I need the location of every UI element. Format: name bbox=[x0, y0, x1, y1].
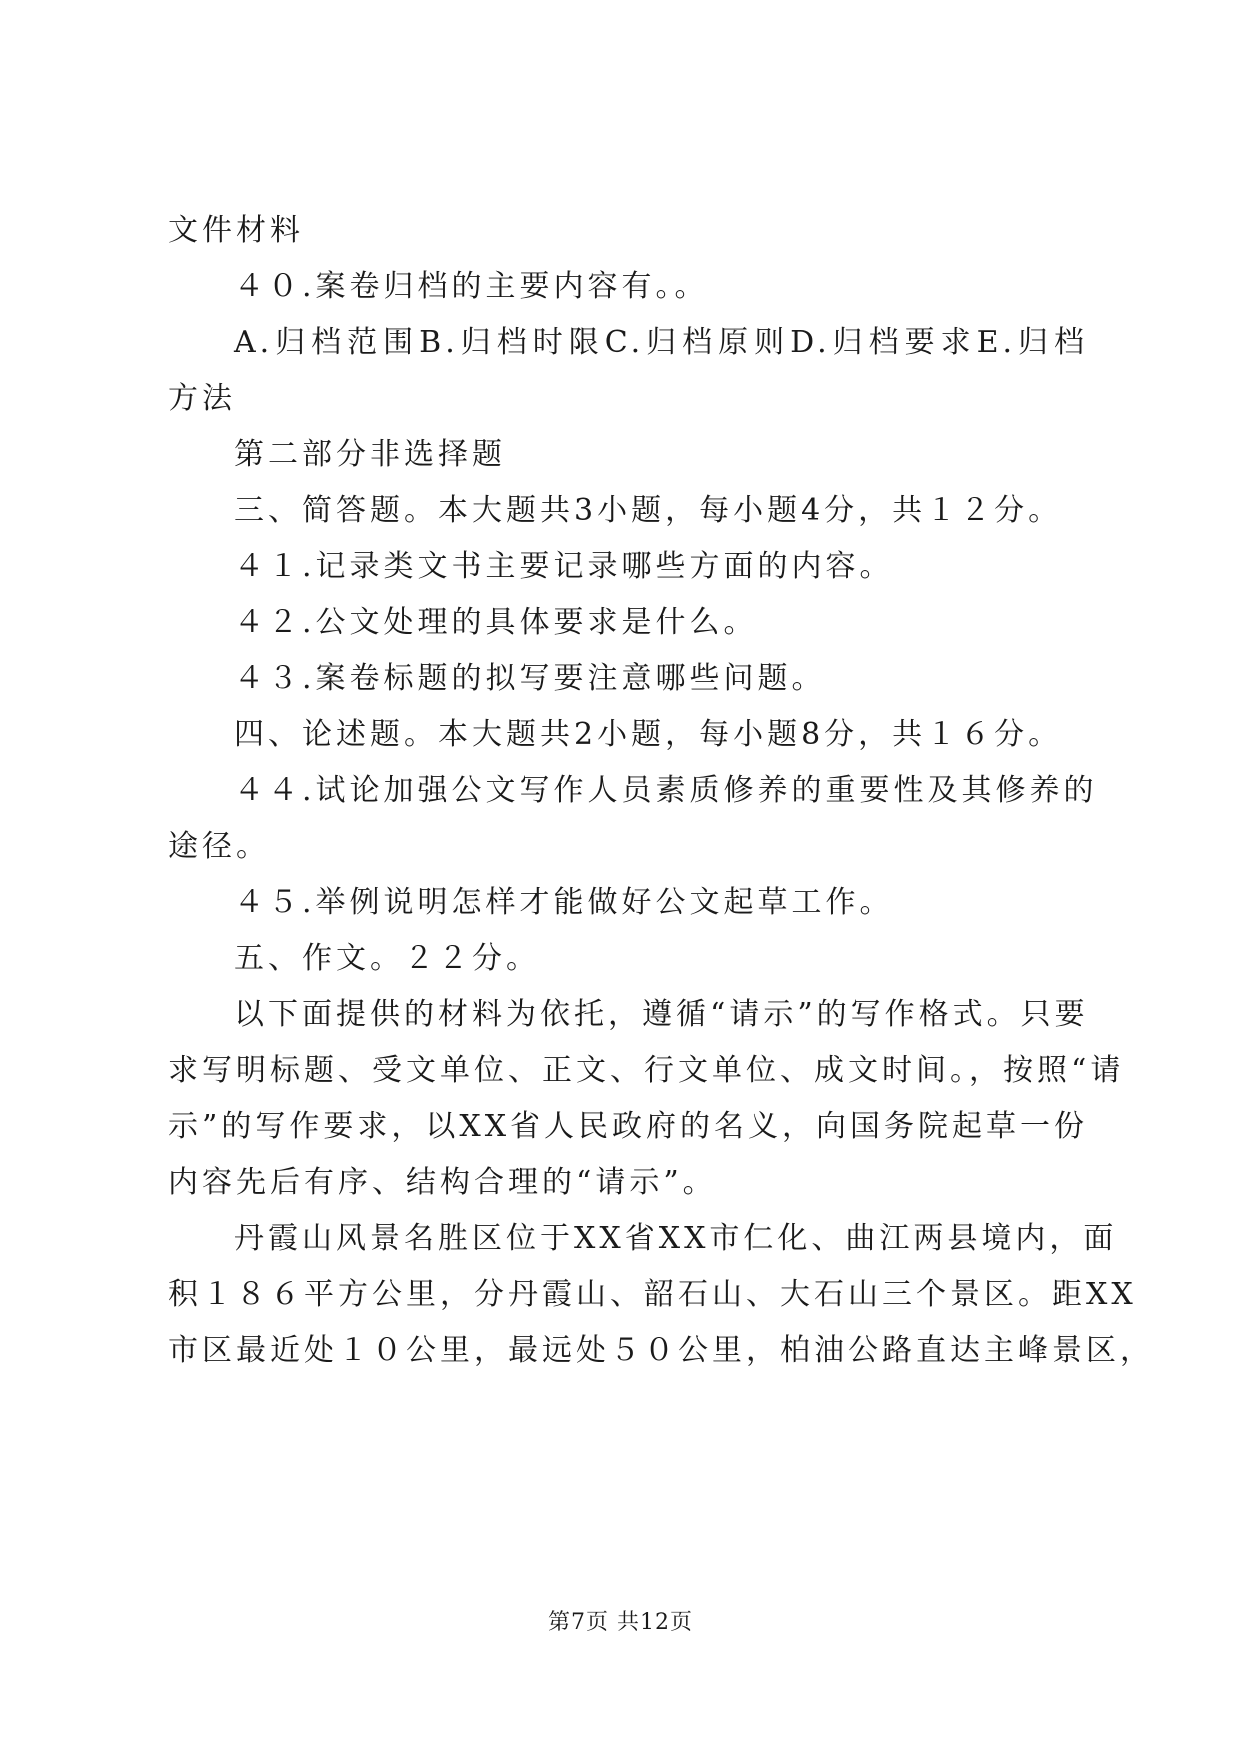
section-heading-short-answer: 三、简答题。本大题共3小题，每小题4分，共１２分。 bbox=[234, 493, 1063, 528]
paragraph-line: 内容先后有序、结构合理的“请示”。 bbox=[168, 1165, 717, 1200]
question-41: ４１.记录类文书主要记录哪些方面的内容。 bbox=[234, 549, 894, 584]
text-line: 方法 bbox=[168, 381, 236, 416]
paragraph-line: 示”的写作要求，以XX省人民政府的名义，向国务院起草一份 bbox=[168, 1109, 1089, 1144]
question-45: ４５.举例说明怎样才能做好公文起草工作。 bbox=[234, 885, 894, 920]
paragraph-line: 丹霞山风景名胜区位于XX省XX市仁化、曲江两县境内，面 bbox=[234, 1221, 1118, 1256]
section-heading-composition: 五、作文。２２分。 bbox=[234, 941, 540, 976]
paragraph-line: 积１８６平方公里，分丹霞山、韶石山、大石山三个景区。距XX bbox=[168, 1277, 1137, 1312]
question-43: ４３.案卷标题的拟写要注意哪些问题。 bbox=[234, 661, 826, 696]
page-number: 第7页 共12页 bbox=[548, 1610, 693, 1635]
section-heading: 第二部分非选择题 bbox=[234, 437, 506, 472]
paragraph-line: 市区最近处１０公里，最远处５０公里，柏油公路直达主峰景区， bbox=[168, 1333, 1154, 1368]
paragraph-line: 求写明标题、受文单位、正文、行文单位、成文时间。，按照“请 bbox=[168, 1053, 1125, 1088]
question-42: ４２.公文处理的具体要求是什么。 bbox=[234, 605, 758, 640]
question-44: ４４.试论加强公文写作人员素质修养的重要性及其修养的 bbox=[234, 773, 1098, 808]
paragraph-line: 以下面提供的材料为依托，遵循“请示”的写作格式。只要 bbox=[234, 997, 1089, 1032]
section-heading-essay: 四、论述题。本大题共2小题，每小题8分，共１６分。 bbox=[234, 717, 1063, 752]
text-line: 文件材料 bbox=[168, 213, 304, 248]
question-40-options: A.归档范围B.归档时限C.归档原则D.归档要求E.归档 bbox=[234, 325, 1088, 360]
question-40: ４０.案卷归档的主要内容有。。 bbox=[234, 269, 709, 304]
text-line: 途径。 bbox=[168, 829, 270, 864]
